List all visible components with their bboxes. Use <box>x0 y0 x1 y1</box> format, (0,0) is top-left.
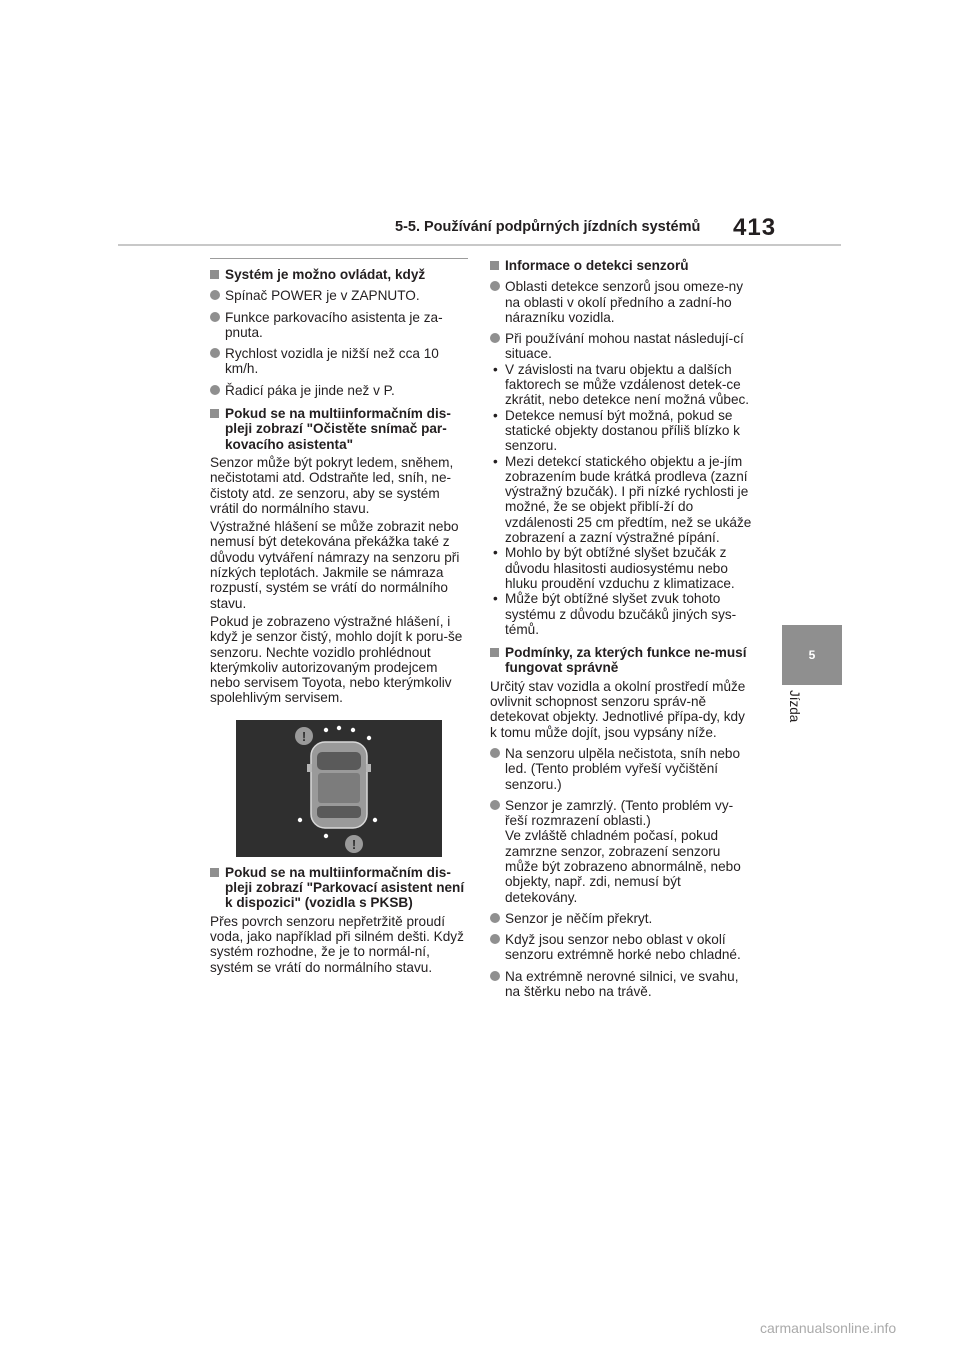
sensor-dot <box>324 728 328 732</box>
heading-sensor-detection-info: Informace o detekci senzorů <box>490 258 755 273</box>
bullet-subtext: Ve zvláště chladném počasí, pokud zamrzne senzor, zobrazení senzoru může být zobrazeno abnormálně, nebo objekty, např. zdi, nemusí být detekovány. <box>505 828 741 905</box>
dot-item: • Mezi detekcí statického objektu a je-jím zobrazením bude krátká prodleva (zazní výstražný bzučák). I při nízké rychlosti je možné, že se objekt přiblí-ží do vzdálenosti 25 cm předtím, než se ukáže zobrazení a zazní výstražné pípání. <box>490 454 755 546</box>
bullet-item: Když jsou senzor nebo oblast v okolí senzoru extrémně horké nebo chladné. <box>490 932 755 963</box>
paragraph: Výstražné hlášení se může zobrazit nebo nemusí být detekována překážka také z důvodu vytváření námrazy na senzoru při nízkých teplotách. Jakmile se námraza rozpustí, systém se vrátí do normálního stavu. <box>210 519 460 611</box>
heading-malfunction-conditions: Podmínky, za kterých funkce ne-musí fungovat správně <box>490 645 755 676</box>
left-column <box>210 258 470 975</box>
bullet-item: Senzor je zamrzlý. (Tento problém vy-řeší rozmrazení oblasti.) <box>490 798 755 829</box>
paragraph: Pokud je zobrazeno výstražné hlášení, i když je senzor čistý, mohlo dojít k poru-še senzoru. Nechte vozidlo prohlédnout kterýmkoliv autorizovaným prodejcem nebo servisem Toyota, nebo kterýmkoliv spolehlivým servisem. <box>210 613 463 706</box>
bullet-item: Na extrémně nerovné silnici, ve svahu, na štěrku nebo na trávě. <box>490 969 755 1000</box>
bullet-item: Oblasti detekce senzorů jsou omeze-ny na oblasti v okolí předního a zadní-ho nárazníku vozidla. <box>490 279 755 325</box>
section-title: 5-5. Používání podpůrných jízdních systémů <box>395 219 701 235</box>
bullet-item: Spínač POWER je v ZAPNUTO. <box>210 288 470 303</box>
warning-mark-bottom: ! <box>351 836 357 852</box>
heading-operating-conditions: Systém je možno ovládat, když <box>210 267 470 282</box>
paragraph: Senzor může být pokryt ledem, sněhem, nečistotami atd. Odstraňte led, sníh, ne-čistoty atd. ze senzoru, aby se systém vrátil do normálního stavu. <box>210 454 454 516</box>
chapter-label: Jízda <box>787 690 802 723</box>
sensor-dot <box>324 834 328 838</box>
dot-item: • Mohlo by být obtížné slyšet bzučák z důvodu hlasitosti audiosystému nebo hluku proudění vzduchu z klimatizace. <box>490 545 755 591</box>
dot-item: • V závislosti na tvaru objektu a dalších faktorech se může vzdálenost detek-ce zkrátit, nebo detekce není možná vůbec. <box>490 362 755 408</box>
bullet-item: Rychlost vozidla je nižší než cca 10 km/h. <box>210 346 470 377</box>
bullet-item: Při používání mohou nastat následují-cí situace. <box>490 331 755 362</box>
column-divider <box>210 258 468 259</box>
sensor-dot <box>337 726 341 730</box>
bullet-item: Senzor je něčím překryt. <box>490 911 755 926</box>
page-number: 413 <box>733 214 777 241</box>
bullet-item: Funkce parkovacího asistenta je za-pnuta. <box>210 310 470 341</box>
car-top-view-icon <box>307 742 371 828</box>
right-column <box>490 258 755 999</box>
sensor-dot <box>351 728 355 732</box>
heading-unavailable-message: Pokud se na multiinformačním dis-pleji zobrazí "Parkovací asistent není k dispozici" (vozidla s PKSB) <box>210 865 470 911</box>
bullet-item: Řadicí páka je jinde než v P. <box>210 383 470 398</box>
paragraph: Přes povrch senzoru nepřetržitě proudí voda, jako například při silném dešti. Když systém rozhodne, že je to normál-ní, systém se vrátí do normálního stavu. <box>210 913 464 975</box>
sensor-dot <box>373 818 377 822</box>
chapter-tab[interactable]: 5 <box>782 625 842 685</box>
warning-mark-top: ! <box>301 728 307 744</box>
dot-item: • Detekce nemusí být možná, pokud se statické objekty dostanou příliš blízko k senzoru. <box>490 408 755 454</box>
heading-clean-sensor-message: Pokud se na multiinformačním dis-pleji zobrazí "Očistěte snímač par-kovacího asistenta" <box>210 406 470 452</box>
watermark: carmanualsonline.info <box>760 1320 897 1336</box>
bullet-item: Na senzoru ulpěla nečistota, sníh nebo led. (Tento problém vyřeší vyčištění senzoru.) <box>490 746 755 792</box>
paragraph: Určitý stav vozidla a okolní prostředí může ovlivnit schopnost senzoru správ-ně detekovat objekty. Jednotlivé přípa-dy, kdy k tomu může dojít, jsou vypsány níže. <box>490 678 746 740</box>
sensor-dot <box>298 818 302 822</box>
parking-sensor-display-figure <box>236 720 442 857</box>
sensor-dot <box>367 736 371 740</box>
header-divider <box>118 244 841 246</box>
dot-item: • Může být obtížné slyšet zvuk tohoto systému z důvodu bzučáků jiných sys-témů. <box>490 591 755 637</box>
